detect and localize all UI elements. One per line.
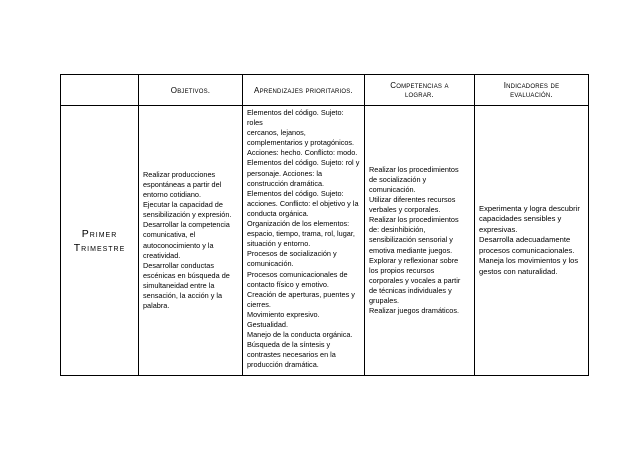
competencias-cell: Realizar los procedimientos de socialización y comunicación. Utilizar diferentes recursos verbales y corporales. Realizar los procedimientos de: desinhibición, sensibilización sensorial y emotiva mediante juegos. Explorar y reflexionar sobre los propios recursos corporales y vocales a partir de técnicas individuales y grupales. Realizar juegos dramáticos. [365, 106, 475, 376]
header-indicadores: Indicadores de evaluación. [475, 75, 589, 106]
objetivos-cell: Realizar producciones espontáneas a partir del entorno cotidiano. Ejecutar la capacidad de sensibilización y expresión. Desarrollar la competencia comunicativa, el autoconocimiento y la creatividad. Desarrollar conductas escénicas en búsqueda de simultaneidad entre la sensación, la acción y la palabra. [139, 106, 243, 376]
header-objetivos: Objetivos. [139, 75, 243, 106]
aprendizajes-cell: Elementos del código. Sujeto: roles cercanos, lejanos, complementarios y protagónicos. Acciones: hecho. Conflicto: modo. Elementos del código. Sujeto: rol y personaje. Acciones: la construcción dramática. Elementos del código. Sujeto: acciones. Conflicto: el objetivo y la conducta orgánica. Organización de los elementos: espacio, tiempo, trama, rol, lugar, situación y entorno. Procesos de socialización y comunicación. Procesos comunicacionales de contacto físico y emotivo. Creación de aperturas, puentes y cierres. Movimiento expresivo. Gestualidad. Manejo de la conducta orgánica. Búsqueda de la síntesis y contrastes necesarios en la producción dramática. [243, 106, 365, 376]
term-label: Primer Trimestre [61, 106, 139, 376]
indicadores-cell: Experimenta y logra descubrir capacidades sensibles y expresivas. Desarrolla adecuadamente procesos comunicacionales. Maneja los movimientos y los gestos con naturalidad. [475, 106, 589, 376]
header-aprendizajes: Aprendizajes prioritarios. [243, 75, 365, 106]
header-row [61, 75, 589, 106]
header-empty [61, 75, 139, 106]
planning-table [60, 74, 589, 376]
header-competencias: Competencias a lograr. [365, 75, 475, 106]
table-row [61, 106, 589, 376]
